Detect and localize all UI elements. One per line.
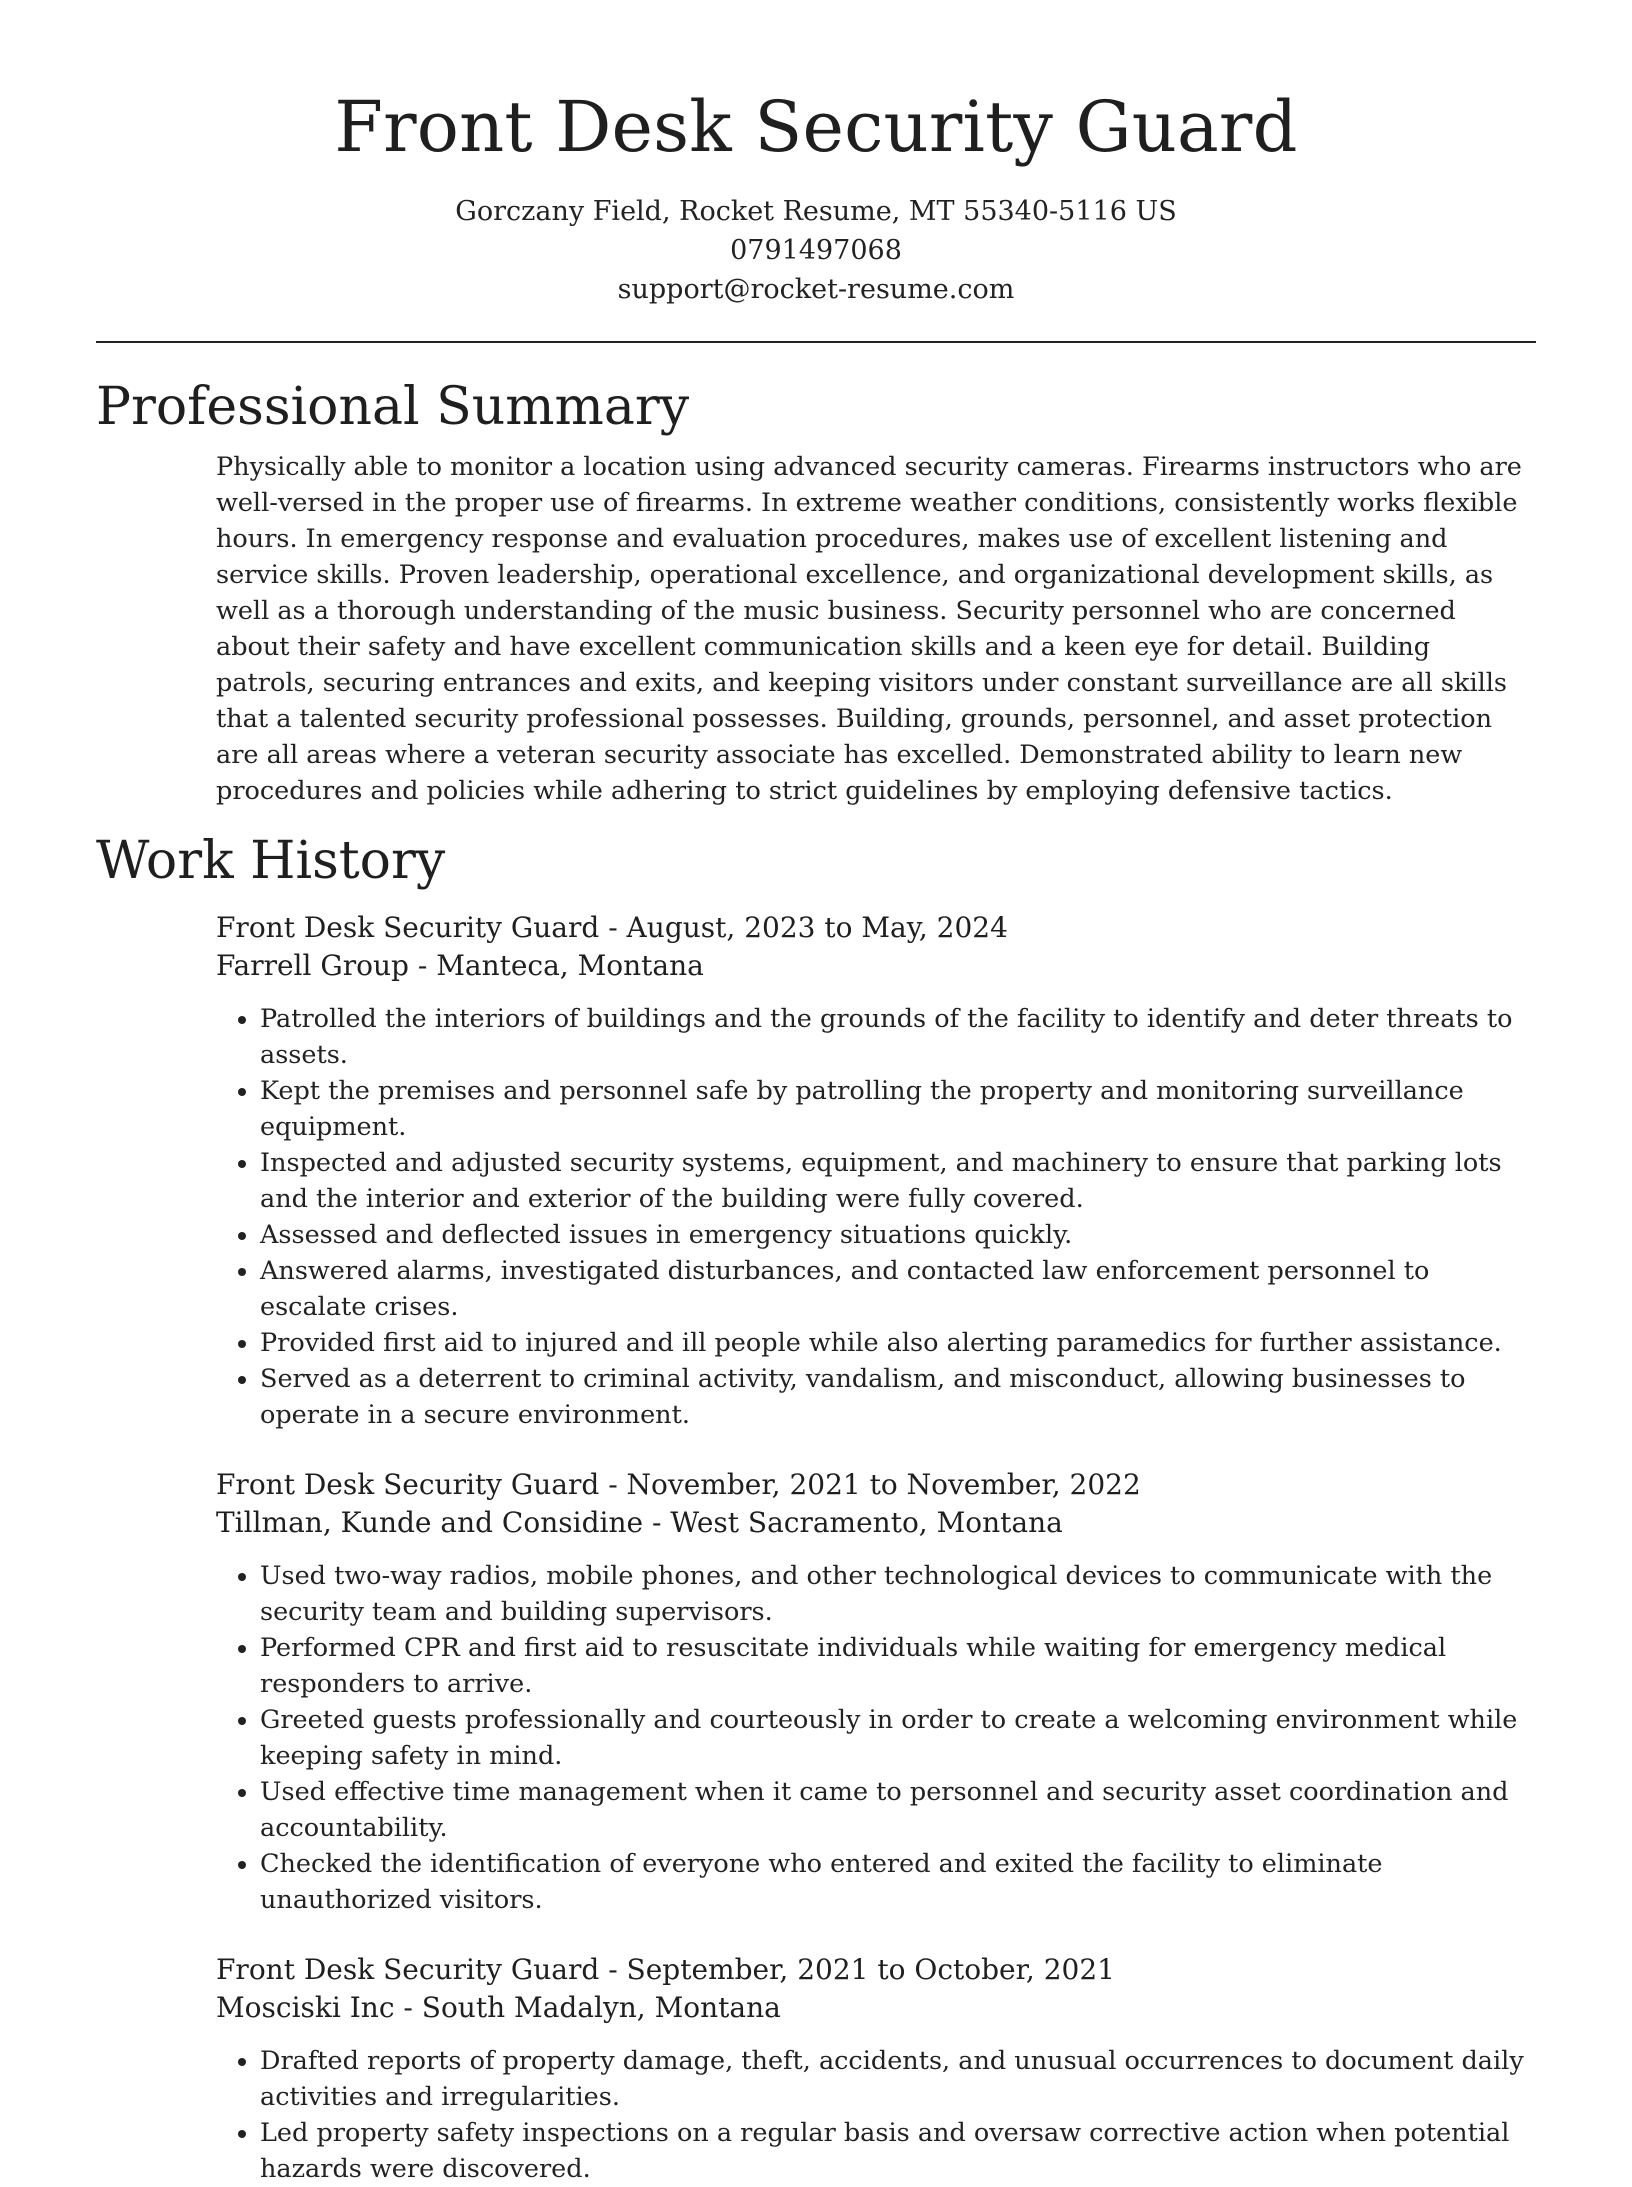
job-company: Tillman, Kunde and Considine — [216, 1506, 644, 1539]
job-dates: - November, 2021 to November, 2022 — [599, 1468, 1141, 1501]
job-title-line — [216, 909, 1536, 947]
job-entry — [216, 909, 1536, 1433]
job-location: - South Madalyn, Montana — [394, 1991, 781, 2024]
job-dates: - September, 2021 to October, 2021 — [599, 1953, 1115, 1986]
job-bullet: • Drafted reports of property damage, theft, accidents, and unusual occurrences to document daily activities and irregularities. — [260, 2043, 1536, 2115]
summary-text: Physically able to monitor a location using advanced security cameras. Firearms instructors who are well-versed in the proper use of firearms. In extreme weather conditions, consistently works flexible hours. In emergency response and evaluation procedures, makes use of excellent listening and service skills. Proven leadership, operational excellence, and organizational development skills, as well as a thorough understanding of the music business. Security personnel who are concerned about their safety and have excellent communication skills and a keen eye for detail. Building patrols, securing entrances and exits, and keeping visitors under constant surveillance are all skills that a talented security professional possesses. Building, grounds, personnel, and asset protection are all areas where a veteran security associate has excelled. Demonstrated ability to learn new procedures and policies while adhering to strict guidelines by employing defensive tactics. — [216, 452, 1522, 806]
job-bullet: • Used effective time management when it came to personnel and security asset coordination and accountability. — [260, 1774, 1536, 1846]
job-location: - West Sacramento, Montana — [643, 1506, 1063, 1539]
job-bullet: • Performed CPR and first aid to resuscitate individuals while waiting for emergency medical responders to arrive. — [260, 1630, 1536, 1702]
job-role: Front Desk Security Guard — [216, 911, 600, 944]
job-company: Mosciski Inc — [216, 1991, 395, 2024]
job-location: - Manteca, Montana — [408, 949, 704, 982]
job-company-line — [216, 1989, 1536, 2027]
job-bullet-list — [216, 1558, 1536, 1918]
job-title-line — [216, 1466, 1536, 1504]
job-company: Farrell Group — [216, 949, 409, 982]
job-company-line — [216, 947, 1536, 985]
section-title-summary: Professional Summary — [96, 377, 690, 437]
job-bullet: • Patrolled the interiors of buildings and the grounds of the facility to identify and deter threats to assets. — [260, 1001, 1536, 1073]
job-bullet: • Led property safety inspections on a regular basis and oversaw corrective action when potential hazards were discovered. — [260, 2115, 1536, 2187]
job-bullet: • Provided first aid to injured and ill people while also alerting paramedics for further assistance. — [260, 1325, 1536, 1361]
job-bullet: • Served as a deterrent to criminal activity, vandalism, and misconduct, allowing businesses to operate in a secure environment. — [260, 1361, 1536, 1433]
job-bullet: • Assessed and deflected issues in emergency situations quickly. — [260, 1217, 1536, 1253]
contact-block — [96, 192, 1536, 309]
contact-address: Gorczany Field, Rocket Resume, MT 55340-5116 US — [455, 196, 1177, 227]
job-bullet: • Checked the identification of everyone who entered and exited the facility to eliminate unauthorized visitors. — [260, 1846, 1536, 1918]
job-bullet-list — [216, 1001, 1536, 1433]
job-bullet: • Answered alarms, investigated disturbances, and contacted law enforcement personnel to escalate crises. — [260, 1253, 1536, 1325]
job-title-line — [216, 1951, 1536, 1989]
job-company-line — [216, 1504, 1536, 1542]
job-bullet: • Inspected and adjusted security systems, equipment, and machinery to ensure that parking lots and the interior and exterior of the building were fully covered. — [260, 1145, 1536, 1217]
job-dates: - August, 2023 to May, 2024 — [599, 911, 1008, 944]
resume-header — [96, 0, 1536, 309]
job-role: Front Desk Security Guard — [216, 1468, 600, 1501]
section-title-work-history: Work History — [96, 831, 446, 891]
contact-phone: 0791497068 — [730, 235, 902, 266]
job-bullet: • Used two-way radios, mobile phones, and other technological devices to communicate with the security team and building supervisors. — [260, 1558, 1536, 1630]
job-entry — [216, 1466, 1536, 1918]
candidate-name: Front Desk Security Guard — [334, 86, 1298, 168]
job-entry — [216, 1951, 1536, 2187]
job-role: Front Desk Security Guard — [216, 1953, 600, 1986]
job-bullet-list — [216, 2043, 1536, 2187]
contact-email: support@rocket-resume.com — [617, 274, 1015, 305]
job-bullet: • Kept the premises and personnel safe by patrolling the property and monitoring surveillance equipment. — [260, 1073, 1536, 1145]
header-divider — [96, 341, 1536, 343]
job-bullet: • Greeted guests professionally and courteously in order to create a welcoming environment while keeping safety in mind. — [260, 1702, 1536, 1774]
